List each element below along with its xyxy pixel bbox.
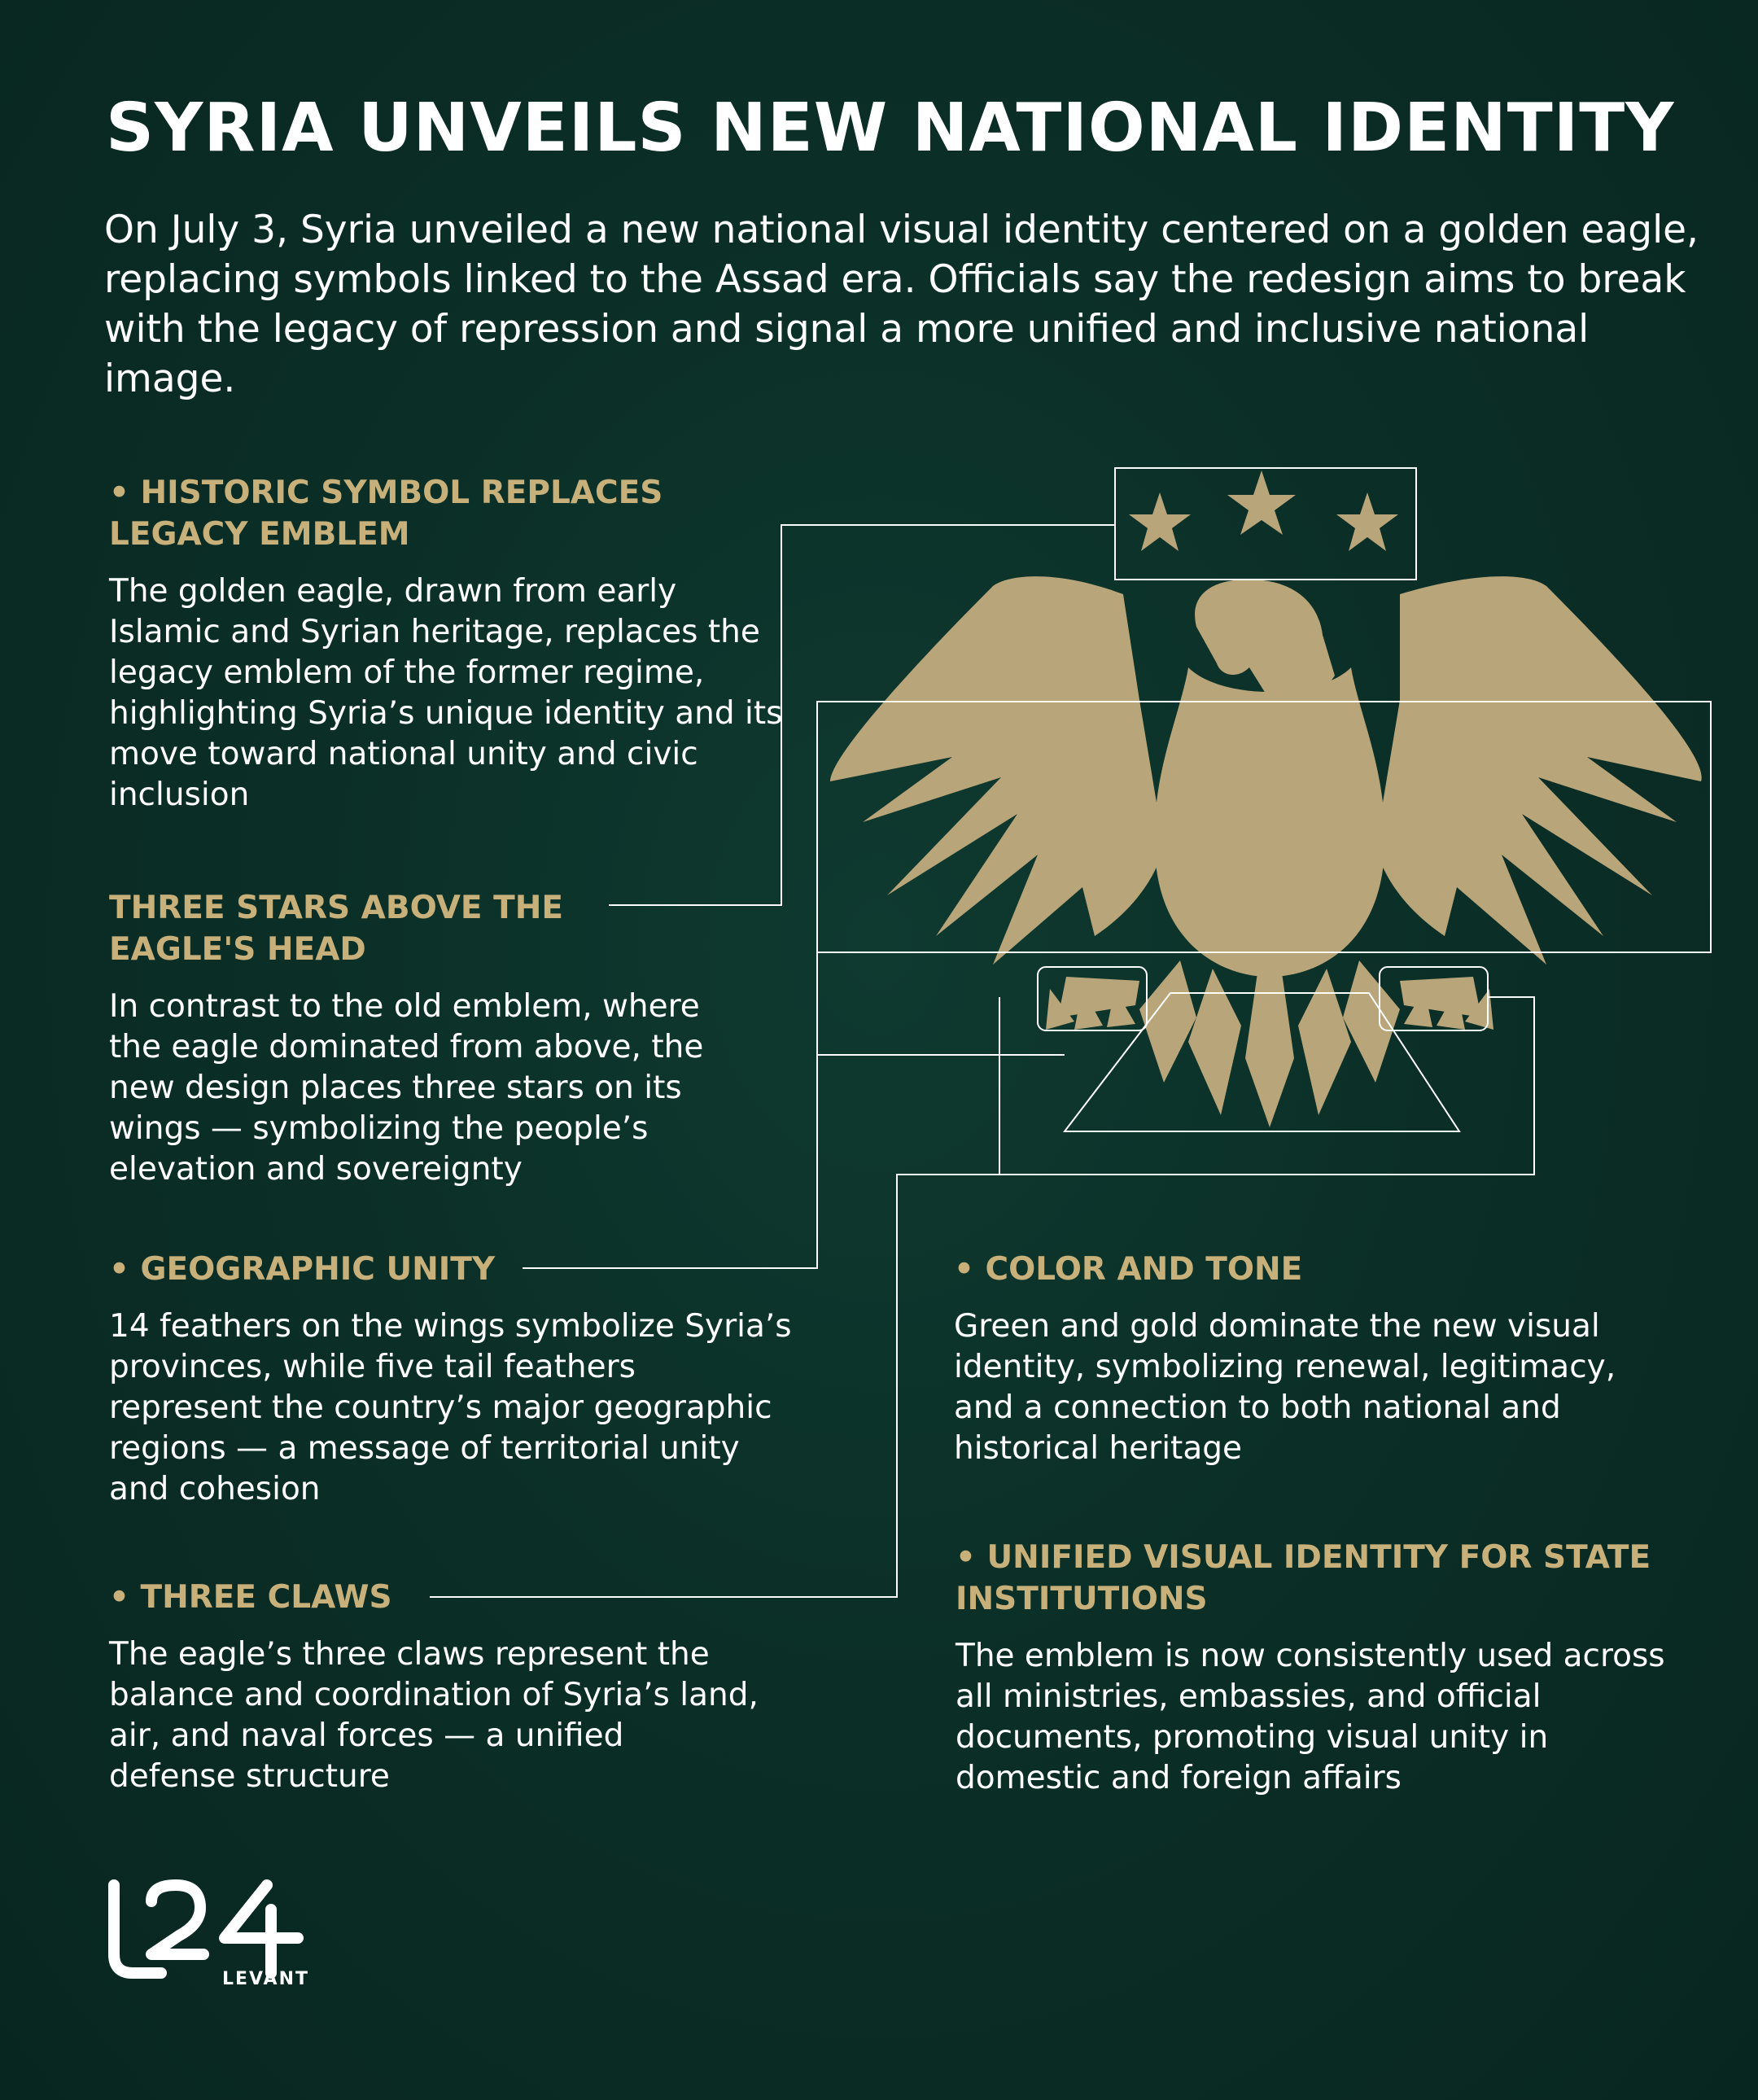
section-title: • GEOGRAPHIC UNITY: [109, 1251, 496, 1288]
star-icon: [1336, 492, 1398, 551]
star-icon: [1227, 470, 1296, 535]
l24-levant-logo: [104, 1877, 313, 1988]
section-title: • THREE CLAWS: [109, 1579, 392, 1616]
three-stars-icon: [1129, 470, 1398, 551]
star-icon: [1129, 492, 1191, 551]
section-body: The emblem is now consistently used across all ministries, embassies, and official documents, promoting visual unity in domestic and foreign affairs: [956, 1638, 1665, 1796]
section-body: Green and gold dominate the new visual identity, symbolizing renewal, legitimacy, and a connection to both national and historical heritage: [954, 1308, 1616, 1467]
section-title: THREE STARS ABOVE THE EAGLE'S HEAD: [109, 890, 563, 968]
section-title: • UNIFIED VISUAL IDENTITY FOR STATE INSTITUTIONS: [956, 1539, 1651, 1617]
intro-text: On July 3, Syria unveiled a new national visual identity centered on a golden eagle, replacing symbols linked to the Assad era. Officials say the redesign aims to break with the legacy of repression and signal a more unified and inclusive national image.: [104, 208, 1699, 401]
section-body: The golden eagle, drawn from early Islamic and Syrian heritage, replaces the legacy emblem of the former regime, highlighting Syria’s unique identity and its move toward national unity and civic inclusion: [109, 573, 783, 813]
section-body: In contrast to the old emblem, where the eagle dominated from above, the new design places three stars on its wings — symbolizing the people’s elevation and sovereignty: [109, 988, 704, 1188]
section-title: • COLOR AND TONE: [954, 1251, 1303, 1288]
section-title: • HISTORIC SYMBOL REPLACES LEGACY EMBLEM: [109, 475, 663, 553]
logo-text: LEVANT: [221, 1969, 309, 1988]
section-body: The eagle’s three claws represent the balance and coordination of Syria’s land, air, and naval forces — a unified defense structure: [109, 1636, 759, 1795]
section-body: 14 feathers on the wings symbolize Syria’s provinces, while five tail feathers represent the country’s major geographic regions — a message of territorial unity and cohesion: [109, 1308, 792, 1507]
eagle-icon: [830, 576, 1702, 1127]
page-title: SYRIA UNVEILS NEW NATIONAL IDENTITY: [106, 90, 1675, 167]
